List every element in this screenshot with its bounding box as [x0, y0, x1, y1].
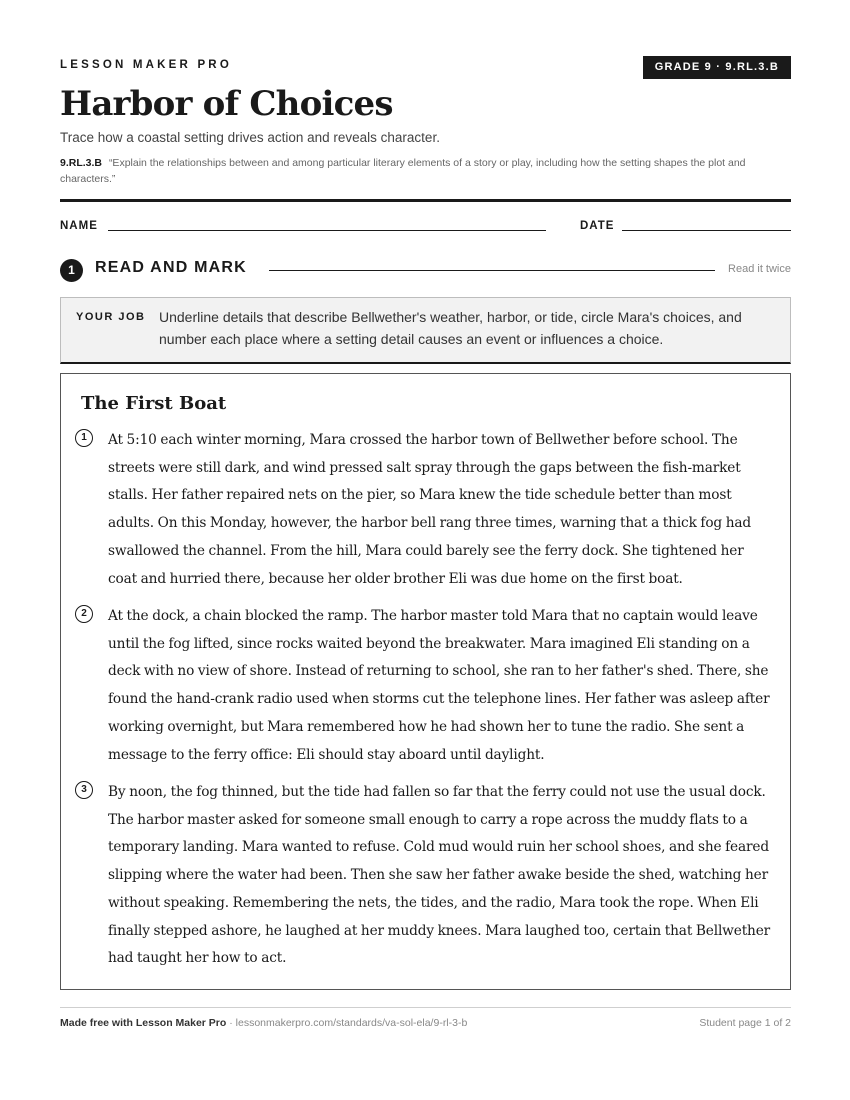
date-label: DATE	[580, 220, 615, 232]
paragraph-number: 1	[75, 429, 93, 447]
footer-page-number: Student page 1 of 2	[699, 1017, 791, 1029]
paragraph-text: By noon, the fog thinned, but the tide had fallen so far that the ferry could not use the usual dock. The harbor master asked for someone small enough to carry a rope across the muddy flats to a temporary landing. Mara wanted to refuse. Cold mud would ruin her school shoes, and she feared slipping where the water had been. Then she saw her father awake beside the shed, watching her without speaking. Remembering the nets, the tides, and the radio, Mara took the rope. When Eli finally stepped ashore, he laughed at her muddy knees. Mara laughed too, certain that Bellwether had taught her how to act.	[108, 784, 771, 967]
name-label: NAME	[60, 220, 98, 232]
page-subtitle: Trace how a coastal setting drives action and reveals character.	[60, 130, 440, 145]
story-passage-box	[60, 373, 791, 990]
job-instructions-box	[60, 297, 791, 364]
section-note: Read it twice	[728, 263, 791, 275]
standard-description	[60, 155, 791, 187]
header-row	[60, 56, 791, 80]
job-label: YOUR JOB	[76, 311, 146, 323]
brand-name: LESSON MAKER PRO	[60, 59, 232, 71]
section-title: READ AND MARK	[95, 259, 247, 276]
name-date-row	[60, 220, 791, 236]
footer-divider	[60, 1007, 791, 1008]
paragraph-text: At 5:10 each winter morning, Mara crossed the harbor town of Bellwether before school. The streets were still dark, and wind pressed salt spray through the gaps between the fish-market stalls. Her father repaired nets on the pier, so Mara knew the tide schedule better than most adults. On this Monday, however, the harbor bell rang three times, warning that a thick fog had swallowed the channel. From the hill, Mara could barely see the ferry dock. She tightened her coat and hurried there, because her older brother Eli was due home on the first boat.	[108, 432, 752, 587]
paragraph-number: 3	[75, 781, 93, 799]
footer-url: · lessonmakerpro.com/standards/va-sol-ela/9-rl-3-b	[226, 1017, 468, 1029]
standard-code: 9.RL.3.B	[60, 157, 103, 169]
story-title: The First Boat	[81, 393, 227, 414]
page-title: Harbor of Choices	[60, 84, 393, 124]
section-number-badge: 1	[60, 259, 83, 282]
grade-badge: GRADE 9 · 9.RL.3.B	[643, 56, 791, 79]
section-heading	[60, 258, 791, 282]
paragraph-text: At the dock, a chain blocked the ramp. The harbor master told Mara that no captain would leave until the fog lifted, since rocks waited beyond the breakwater. Mara imagined Eli standing on a deck with no view of shore. Instead of returning to school, she ran to her father's shed. There, she found the hand-crank radio used when storms cut the telephone lines. Her father was asleep after working overnight, but Mara remembered how he had shown her to tune the radio. She sent a message to the ferry office: Eli should stay aboard until daylight.	[108, 608, 770, 763]
section-rule	[269, 270, 715, 271]
date-field[interactable]	[622, 230, 791, 231]
footer-made-with: Made free with Lesson Maker Pro	[60, 1017, 227, 1029]
paragraph-number: 2	[75, 605, 93, 623]
name-field[interactable]	[108, 230, 546, 231]
page-footer	[60, 1017, 791, 1031]
header-divider	[60, 199, 791, 202]
standard-text: “Explain the relationships between and among particular literary elements of a story or play, including how the setting shapes the plot and characters.”	[60, 157, 746, 185]
job-text: Underline details that describe Bellwether's weather, harbor, or tide, circle Mara's choices, and number each place where a setting detail causes an event or influences a choice.	[159, 309, 742, 347]
